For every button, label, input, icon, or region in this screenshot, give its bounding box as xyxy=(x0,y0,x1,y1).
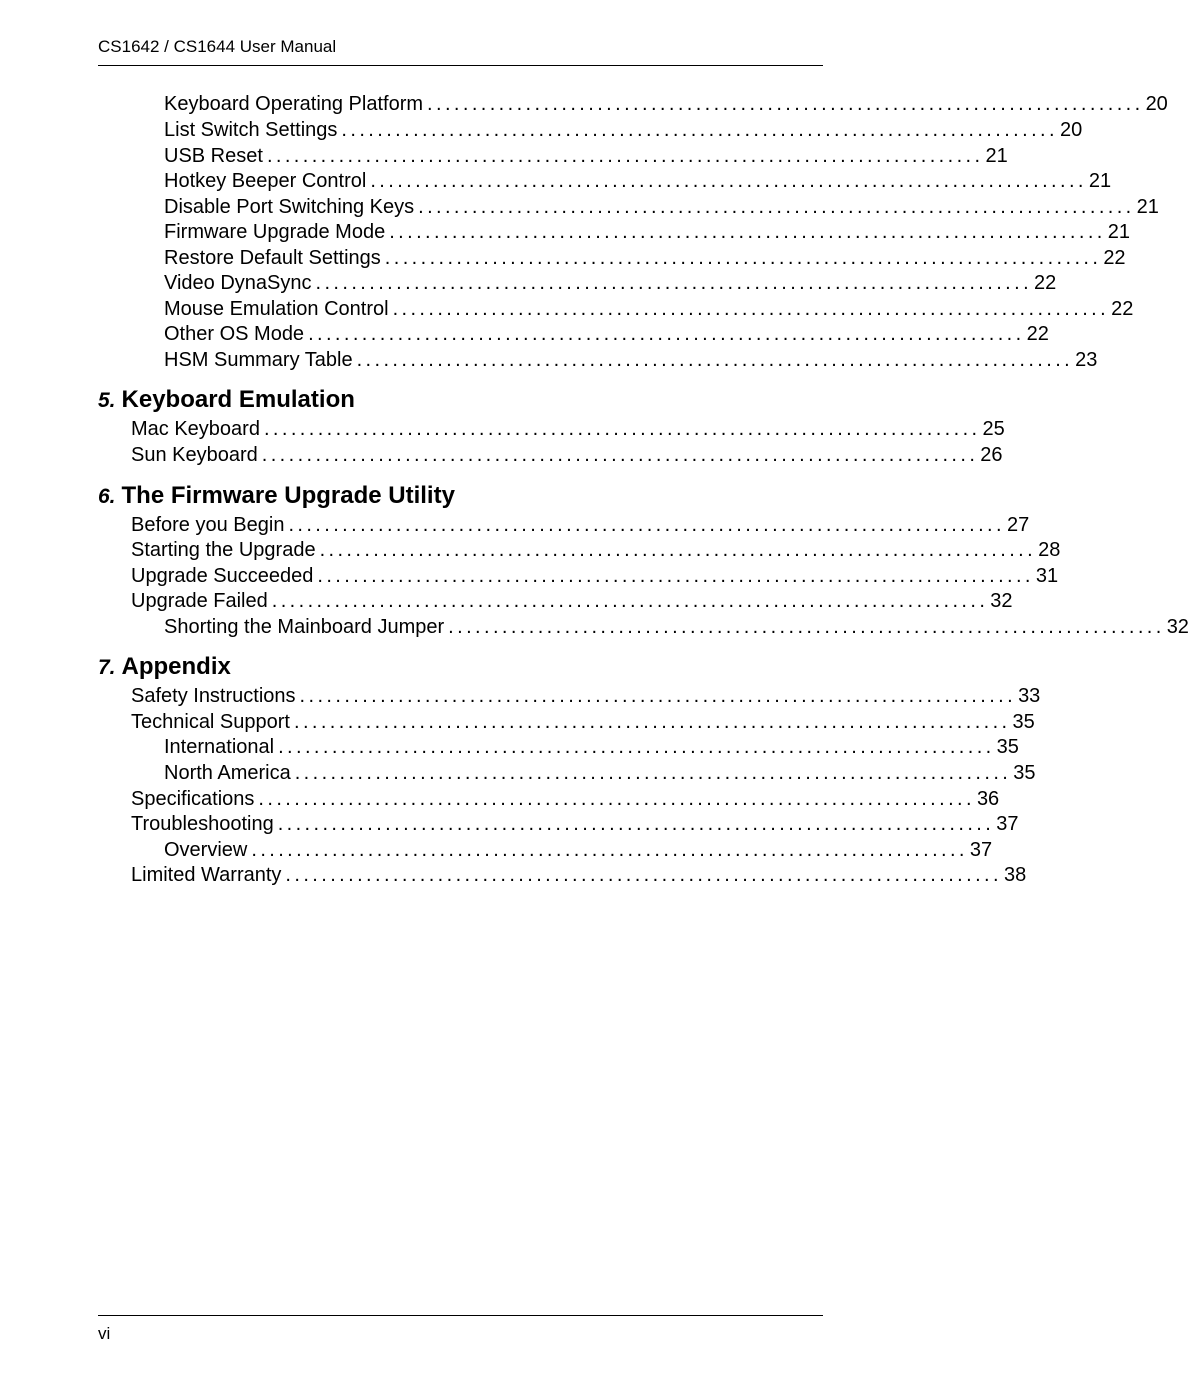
toc-entry-label: Technical Support xyxy=(131,711,290,733)
dot-leader: ................................................................................ xyxy=(448,616,1165,638)
toc-entry-page: 22 xyxy=(1103,247,1126,269)
toc-entry-label: Starting the Upgrade xyxy=(131,539,316,561)
toc-entry[interactable] xyxy=(164,837,993,863)
toc-entry-label: HSM Summary Table xyxy=(164,349,353,371)
toc-entry-page: 35 xyxy=(996,736,1019,758)
toc-entry[interactable] xyxy=(164,219,1130,245)
dot-leader: ................................................................................ xyxy=(271,590,989,612)
toc-entry[interactable] xyxy=(164,194,1159,220)
toc-entry-page: 31 xyxy=(1035,565,1059,587)
toc-entry-page: 21 xyxy=(1107,221,1130,243)
toc-entry-label: Keyboard Operating Platform xyxy=(164,93,424,115)
toc-entry[interactable] xyxy=(131,862,1027,888)
toc-entry-page: 32 xyxy=(990,590,1013,612)
toc-entry[interactable] xyxy=(164,734,1019,760)
toc-entry-page: 23 xyxy=(1075,349,1098,371)
toc-entry-page: 22 xyxy=(1034,272,1057,294)
dot-leader: ................................................................................ xyxy=(418,196,1135,218)
dot-leader: ................................................................................ xyxy=(261,444,979,466)
toc-entry-page: 32 xyxy=(1166,616,1189,638)
toc-entry-label: International xyxy=(164,736,275,758)
toc-entry-page: 35 xyxy=(1012,711,1035,733)
dot-leader: ................................................................................ xyxy=(278,736,995,758)
toc-entry-page: 21 xyxy=(1088,170,1112,192)
toc-entry-label: Disable Port Switching Keys xyxy=(164,196,415,218)
toc-entry-page: 37 xyxy=(969,839,993,861)
toc-entry-page: 25 xyxy=(982,418,1005,440)
toc-entry-label: Sun Keyboard xyxy=(131,444,258,466)
toc-entry-label: Restore Default Settings xyxy=(164,247,381,269)
toc-entry[interactable] xyxy=(164,270,1057,296)
toc-entry-label: Video DynaSync xyxy=(164,272,312,294)
toc-entry[interactable] xyxy=(164,91,1168,117)
toc-entry[interactable] xyxy=(131,709,1035,735)
toc-entry-label: Shorting the Mainboard Jumper xyxy=(164,616,445,638)
toc-entry-page: 38 xyxy=(1003,864,1027,886)
dot-leader: ................................................................................ xyxy=(341,119,1058,141)
toc-entry[interactable] xyxy=(131,442,1003,468)
toc-entry-label: Overview xyxy=(164,839,248,861)
toc-entry-label: Upgrade Failed xyxy=(131,590,268,612)
toc-entry[interactable] xyxy=(131,786,1000,812)
toc-entry[interactable] xyxy=(164,245,1126,271)
dot-leader: ................................................................................ xyxy=(370,170,1087,192)
dot-leader: ................................................................................ xyxy=(258,788,975,810)
dot-leader: ................................................................................ xyxy=(315,272,1033,294)
page-number: vi xyxy=(98,1324,111,1343)
toc-entry-page: 36 xyxy=(976,788,1000,810)
dot-leader: ................................................................................ xyxy=(319,539,1037,561)
dot-leader: ................................................................................ xyxy=(299,685,1017,707)
dot-leader: ................................................................................ xyxy=(392,298,1110,320)
toc-entry-label: Firmware Upgrade Mode xyxy=(164,221,386,243)
running-header: CS1642 / CS1644 User Manual xyxy=(98,37,337,56)
toc-entry[interactable] xyxy=(164,296,1134,322)
toc-entry-label: Safety Instructions xyxy=(131,685,296,707)
dot-leader: ................................................................................ xyxy=(266,145,984,167)
dot-leader: ................................................................................ xyxy=(293,711,1011,733)
toc-entry[interactable] xyxy=(131,512,1030,538)
toc-entry[interactable] xyxy=(131,563,1059,589)
dot-leader: ................................................................................ xyxy=(384,247,1102,269)
dot-leader: ................................................................................ xyxy=(308,323,1025,345)
dot-leader: ................................................................................ xyxy=(389,221,1106,243)
dot-leader: ................................................................................ xyxy=(356,349,1074,371)
toc-entry-page: 21 xyxy=(1136,196,1159,218)
toc-entry-label: North America xyxy=(164,762,291,784)
chapter-title: Keyboard Emulation xyxy=(121,386,355,413)
toc-entry-page: 35 xyxy=(1013,762,1036,784)
toc-entry-label: Hotkey Beeper Control xyxy=(164,170,367,192)
toc-entry-page: 22 xyxy=(1111,298,1134,320)
dot-leader: ................................................................................ xyxy=(277,813,995,835)
toc-entry[interactable] xyxy=(164,347,1098,373)
toc-entry-label: Before you Begin xyxy=(131,514,285,536)
toc-entry[interactable] xyxy=(131,811,1019,837)
toc-entry[interactable] xyxy=(164,117,1083,143)
header-divider xyxy=(98,65,823,66)
toc-entry[interactable] xyxy=(164,760,1036,786)
toc-entry[interactable] xyxy=(131,416,1005,442)
toc-entry-label: Upgrade Succeeded xyxy=(131,565,314,587)
dot-leader: ................................................................................ xyxy=(294,762,1012,784)
chapter-title: The Firmware Upgrade Utility xyxy=(121,482,455,509)
dot-leader: ................................................................................ xyxy=(427,93,1144,115)
toc-entry-page: 26 xyxy=(980,444,1003,466)
toc-entry-label: Mac Keyboard xyxy=(131,418,260,440)
toc-entry-label: Specifications xyxy=(131,788,255,810)
dot-leader: ................................................................................ xyxy=(285,864,1002,886)
toc-entry[interactable] xyxy=(131,683,1041,709)
toc-entry-page: 22 xyxy=(1026,323,1049,345)
toc-entry-label: Limited Warranty xyxy=(131,864,282,886)
toc-entry-page: 20 xyxy=(1059,119,1083,141)
chapter-heading[interactable] xyxy=(98,385,355,416)
chapter-title: Appendix xyxy=(121,653,231,680)
toc-entry-page: 20 xyxy=(1145,93,1168,115)
toc-entry-page: 37 xyxy=(996,813,1019,835)
toc-entry-label: List Switch Settings xyxy=(164,119,338,141)
toc-entry-page: 27 xyxy=(1006,514,1030,536)
toc-entry-label: Other OS Mode xyxy=(164,323,305,345)
dot-leader: ................................................................................ xyxy=(288,514,1005,536)
dot-leader: ................................................................................ xyxy=(251,839,968,861)
chapter-heading[interactable] xyxy=(98,652,231,683)
dot-leader: ................................................................................ xyxy=(263,418,981,440)
toc-entry[interactable] xyxy=(164,143,1008,169)
toc-entry-page: 28 xyxy=(1038,539,1061,561)
toc-entry[interactable] xyxy=(164,168,1112,194)
toc-entry-page: 33 xyxy=(1018,685,1041,707)
toc-entry[interactable] xyxy=(164,614,1189,640)
chapter-number: 6. xyxy=(98,485,116,508)
footer-divider xyxy=(98,1315,823,1316)
toc-entry[interactable] xyxy=(131,588,1013,614)
chapter-number: 7. xyxy=(98,656,116,679)
toc-entry[interactable] xyxy=(164,321,1049,347)
dot-leader: ................................................................................ xyxy=(317,565,1034,587)
toc-entry-label: USB Reset xyxy=(164,145,263,167)
chapter-number: 5. xyxy=(98,389,116,412)
toc-entry-label: Troubleshooting xyxy=(131,813,274,835)
chapter-heading[interactable] xyxy=(98,481,455,512)
toc-entry-label: Mouse Emulation Control xyxy=(164,298,389,320)
toc-entry[interactable] xyxy=(131,537,1061,563)
toc-entry-page: 21 xyxy=(985,145,1008,167)
